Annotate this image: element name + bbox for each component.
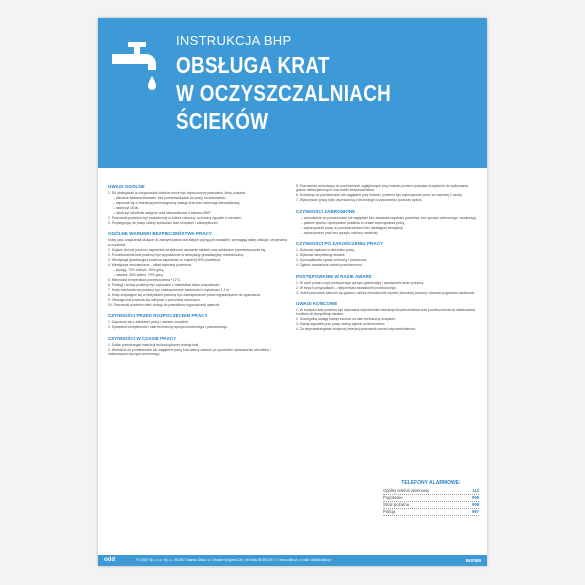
section-heading: OGÓLNE WARUNKI BEZPIECZEŃSTWA PRACY [108,231,212,237]
paragraph: 3. Wentylacja grawitacyjna powinna zapewniać co najmniej 50% powietrza. [108,257,221,262]
paragraph: 1. Ściśle przestrzegać instrukcji technologicznej obsługi krat. [108,342,199,347]
paragraph: Kraty, jako urządzenia służące do zatrzymywania ciał stałych płynących kanałami, wymagają stałej obsługi i utrzymania w czystości. [108,238,287,247]
paragraph: 10. Pracownik powinien mieć dostęp do prawidłowo wyposażonej apteczki. [108,302,221,307]
paragraph: 1. Dokonać zapisów w dzienniku pracy. [296,248,355,253]
paragraph: 4. Wentylacja mechaniczna – układ wymiany powietrza: [108,262,192,267]
paragraph: 2. Szczególną uwagę należy zwrócić na stan techniczny urządzeń. [296,317,397,322]
phone-row [383,502,479,509]
paragraph: 1. Do obsługiwań w oczyszczalni ścieków może być dopuszczony pracownik, który posiada: [108,191,246,195]
section-body [108,320,290,329]
paragraph: 6. Schodząc do pomieszczeń lub zagłębień przy kratach, powinno być wykonywane przez co najmniej 2 osoby. [296,193,463,198]
section-body [108,238,290,307]
section-body [108,343,290,357]
paragraph: 2. W innych przypadkach – natychmiast zawiadomić przełożonego. [296,285,397,290]
phone-number: 998 [472,502,479,507]
left-column [108,184,290,357]
paragraph: 7. Kraty mechaniczne powinny być zabezpieczone barierkami o wysokości 1,1 m. [108,287,231,292]
paragraph: – nawiew: 30% dołem, 70% górą. [113,272,164,277]
paragraph: 3. Uporządkować sprzęt ochronny i pomiarowy. [296,258,367,263]
phone-row [383,509,479,516]
paragraph: 2. Sprawdzić kompletność i stan techniczny sprzętu kontrolnego i pomiarowego. [108,325,229,330]
paragraph: 4. Zgłosić zauważone usterki przełożonemu. [296,263,363,268]
section-heading: CZYNNOŚCI W CZASIE PRACY [108,335,177,341]
section-heading: POSTĘPOWANIE W RAZIE AWARII [296,273,372,279]
title-line-3: ŚCIEKÓW [176,108,269,134]
sheet-footer [98,555,487,566]
phone-label: Ogólny telefon alarmowy [383,488,430,493]
paragraph: 2. Pracownik powinien być zaopatrzony w odzież roboczą i ochronną zgodnie z normami. [108,216,242,220]
paragraph: – wchodzenie do pomieszczeń lub zagłębień bez zbadania czystości powietrza, bez sprzętu ochronnego i asekuracji, [301,215,477,220]
section-body [296,184,478,203]
phone-label: Pogotowie [383,495,403,500]
instruction-sheet [98,18,487,566]
section-body [296,248,478,267]
paragraph: 4. Za nieprzestrzeganie niniejszej instrukcji pracownik ponosi odpowiedzialność. [296,327,417,332]
paragraph: – ukończył szkolenie wstępne oraz stanowiskowe z zakresu BHP. [113,211,212,215]
phone-label: Policja [383,509,396,514]
phone-row [383,495,479,502]
paragraph: 8. Kraty znajdujące się w budynkach powinny być zabezpieczone przed wypadnięciem do zgarniacza. [108,292,261,297]
paragraph: – ukończył 18 lat, [113,206,140,210]
paragraph: 3. Przystępując do pracy należy sprawdzić stan urządzeń i zabezpieczeń. [108,221,219,225]
footer-address: © ODDK Sp. z o.o. Sp. k. • 80-557 Gdańsk-Oliwa, ul. Oliwskie Wzgórza 126 • tel./faks 58 554 29 17 • www.oddk.pl • e-mail: oddk@oddk.pl [136,558,332,562]
paragraph: – aktualne badania lekarskie, bez przeciwwskazań do pracy na stanowisku, [113,196,227,200]
right-column [296,184,478,332]
phone-number: 997 [472,509,479,514]
paragraph: 3. Jeżeli pracownik zatrucie się gazami, należy niezwłocznie udzielić pierwszej pomocy i wezwać pogotowie ratunkowe. [296,290,476,295]
paragraph: 5. Minimalna temperatura pomieszczenia +12°C. [108,277,182,282]
paragraph: 1. Zapoznać się z zakresem pracy i stanem urządzeń. [108,320,190,325]
sheet-header [98,18,487,168]
title-line-2: W OCZYSZCZALNIACH [176,80,392,106]
section-body [296,308,478,332]
sheet-title [176,51,422,135]
paragraph: – wyciąg: 70% dolnym, 30% górą, [113,267,165,272]
paragraph: – palenie tytoniu i spożywanie posiłków w czasie wykonywania pracy, [301,220,405,225]
paragraph: – zapoznał się z instrukcją technologiczną obsługi krat oraz instrukcją stanowiskową, [113,201,241,205]
section-heading: UWAGI KOŃCOWE [296,301,338,307]
emergency-phones [383,480,479,516]
paragraph: 2. Pomieszczenia krat powinny być wyposażone w wentylację grawitacyjną i mechaniczną. [108,252,245,257]
document-code: INS089 [465,558,481,563]
title-line-1: OBSŁUGA KRAT [176,52,330,78]
paragraph: 1. W razie pożaru użyć podręcznego sprzętu gaśniczego i zawiadomić straż pożarną. [296,280,424,285]
phone-row [383,488,479,495]
paragraph: 3. Każdy wypadek przy pracy należy zgłosić przełożonemu. [296,322,386,327]
paragraph: 7. Wykonywać pracę tylko wyznaczoną z technologii oczyszczania i podczas dyżuru. [296,198,423,203]
section-heading: CZYNNOŚCI PO ZAKOŃCZENIU PRACY [296,241,384,247]
section-body [108,191,290,225]
oddk-logo: odd [104,557,115,563]
phones-heading: TELEFONY ALARMOWE: [401,480,461,486]
paragraph: 2. Wykonać dezynfekcję skratek. [296,253,346,258]
section-body [296,216,478,235]
paragraph: – wykonywanie prac bez sprzętu ochrony osobistej. [301,230,379,235]
paragraph: 9. Obsługa krat powinna się odbywać z pomostów roboczych. [108,297,201,302]
faucet-drop-icon [108,40,158,96]
phone-number: 112 [472,488,479,493]
phone-number: 999 [472,495,479,500]
paragraph: 1. Dojście do krat powinno zapewniać bezpieczne usuwanie skratek oraz swobodne przemieszczanie się. [108,247,267,252]
section-heading: CZYNNOŚCI ZABRONIONE [296,208,356,214]
paragraph: – wykonywanie pracy w pomieszczeniach bez działającej wentylacji, [301,225,404,230]
section-heading: UWAGI OGÓLNE [108,184,145,189]
paragraph: 6. Podłogi i ściany powinny być wykonane z materiałów łatwo zmywalnych. [108,282,221,287]
section-heading: CZYNNOŚCI PRZED ROZPOCZĘCIEM PRACY [108,313,208,319]
paragraph: 1. W budynku krat powinna być wykonana odpowiednia instrukcja bezpieczeństwa oraz pomieszczenia do składowania środków do dezynfekcji skratek. [296,308,475,317]
paragraph: 5. Pracownicy wchodzący do pomieszczeń zagłębionych przy kratach powinni posiadać urządzenie do wykrywania gazów niebezpiecznych oraz szelki bezpieczeństwa. [296,184,469,193]
section-body [296,281,478,295]
paragraph: 2. Wchodzić do pomieszczeń lub zagłębień pracy krat należy zawsze po uprzednim sprawdzeniu atmosfery i zastosowaniu sprzętu ochronnego. [108,347,271,357]
sheet-kicker: INSTRUKCJA BHP [176,33,292,48]
phone-label: Straż pożarna [383,502,410,507]
